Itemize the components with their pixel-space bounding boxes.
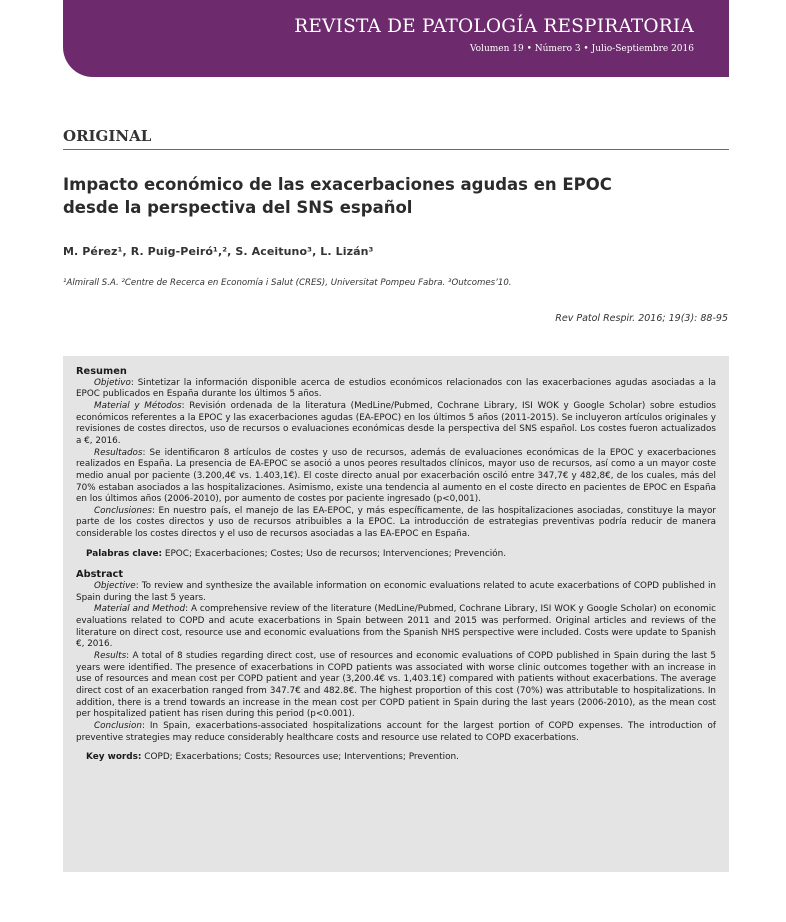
section-label-text: Material and Method — [94, 604, 186, 615]
section-label-text: Conclusiones — [94, 505, 152, 516]
spacer — [76, 560, 716, 569]
palabras-clave — [86, 549, 716, 561]
resumen-heading: Resumen — [76, 366, 127, 377]
abstract-results — [76, 651, 716, 721]
section-divider — [63, 149, 729, 150]
section-label-text: Conclusion — [94, 720, 142, 731]
resumen-metodos — [76, 401, 716, 448]
keywords-list: COPD; Exacerbations; Costs; Resources use; Interventions; Prevention. — [141, 752, 459, 763]
section-body: : Revisión ordenada de la literatura (MedLine/Pubmed, Cochrane Library, ISI WOK y Google Scholar) sobre estudios económicos referentes a la EPOC y las exacerbaciones agudas (EA-EPOC) en los últimos 5 años (2011-2015). Se incluyeron artículos originales y revisiones de costes directos, uso de recursos o evaluaciones económicas desde la perspectiva del SNS español. Los costes fueron actualizados a €, 2016. — [76, 400, 716, 446]
section-body: : En nuestro país, el manejo de las EA-EPOC, y más específicamente, de las hospitalizaciones asociadas, constituye la mayor parte de los costes directos y uso de recursos atribuibles a la EPOC. La introducción de estrategias preventivas podría reducir de manera considerable los costes directos y el uso de recursos asociadas a las EA-EPOC en España. — [76, 505, 716, 540]
section-body: : In Spain, exacerbations-associated hospitalizations account for the largest portion of COPD expenses. The introduction of preventive strategies may reduce considerably healthcare costs and resource use related to COPD exacerbations. — [76, 720, 716, 743]
section-label-text: Objetivo — [94, 377, 131, 388]
section-body: : A comprehensive review of the literature (MedLine/Pubmed, Cochrane Library, ISI WOK y Google Scholar) on economic evaluations related to COPD and acute exacerbations in Spain between 2011 and 2015 was performed. Original articles and reviews of the literature on direct cost, resource use and economic evaluations from the Spanish NHS perspective were included. Costs were update to Spanish €, 2016. — [76, 604, 716, 650]
keywords-label: Palabras clave: — [86, 548, 163, 559]
abstract-method — [76, 604, 716, 651]
authors: M. Pérez¹, R. Puig-Peiró¹,², S. Aceituno³, L. Lizán³ — [63, 245, 374, 258]
keywords-list: EPOC; Exacerbaciones; Costes; Uso de recursos; Intervenciones; Prevención. — [162, 548, 507, 559]
affiliations: ¹Almirall S.A. ²Centre de Recerca en Economía i Salut (CRES), Universitat Pompeu Fabra. ³Outcomes’10. — [63, 278, 512, 288]
resumen-objetivo — [76, 378, 716, 401]
journal-title: REVISTA DE PATOLOGÍA RESPIRATORIA — [294, 16, 694, 37]
section-body: : Sintetizar la información disponible acerca de estudios económicos relacionados con las exacerbaciones agudas asociadas a la EPOC publicados en España durante los últimos 5 años. — [76, 377, 716, 400]
article-title-line-1: Impacto económico de las exacerbaciones agudas en EPOC — [63, 175, 612, 194]
article-title — [63, 173, 703, 219]
resumen-conclusiones — [76, 506, 716, 541]
section-label-text: Resultados — [94, 447, 143, 458]
section-body: : Se identificaron 8 artículos de costes y uso de recursos, además de evaluaciones económicas de la EPOC y exacerbaciones realizados en España. La presencia de EA-EPOC se asoció a unos peores resultados clínicos, mayor uso de recursos, así como a un mayor coste medio anual por paciente (3.200,4€ vs. 1.403,1€). El coste directo anual por exacerbación osciló entre 347,7€ y 482,8€, de los cuales, más del 70% estaban asociados a las hospitalizaciones. Asimismo, existe una tendencia al aumento en el coste directo en pacientes de EPOC en España en los últimos años (2006-2010), por aumento de costes por paciente ingresado (p<0,001). — [76, 447, 716, 505]
journal-issue: Volumen 19 • Número 3 • Julio-Septiembre 2016 — [469, 44, 694, 54]
resumen-resultados — [76, 448, 716, 506]
key-words — [86, 752, 716, 764]
section-label-text: Objective — [94, 580, 136, 591]
section-body: : To review and synthesize the available information on economic evaluations related to acute exacerbations of COPD published in Spain during the last 5 years. — [76, 580, 716, 603]
abstract-box — [63, 356, 729, 872]
abstract-conclusion — [76, 721, 716, 744]
section-body: : A total of 8 studies regarding direct cost, use of resources and economic evaluations of COPD published in Spain during the last 5 years were identified. The presence of exacerbations in COPD patients was associated with worse clinic outcomes together with an increase in use of resources and mean cost per COPD patient and year (3,200.4€ vs. 1,403.1€) compared with patients without exacerbations. The average direct cost of an exacerbation ranged from 347.7€ and 482.8€. The highest proportion of this cost (70%) was attributable to hospitalizations. In addition, there is a trend towards an increase in the mean cost per COPD patient in Spain during the last years (2006-2010), as the mean cost per hospitalized patient has risen during this period (p<0.001). — [76, 650, 716, 720]
citation: Rev Patol Respir. 2016; 19(3): 88-95 — [555, 313, 728, 324]
abstract-heading: Abstract — [76, 569, 124, 581]
article-title-line-2: desde la perspectiva del SNS español — [63, 198, 413, 217]
section-label-text: Results — [94, 650, 127, 661]
section-label-text: Material y Métodos — [94, 400, 182, 411]
abstract-objective — [76, 581, 716, 604]
journal-banner — [63, 0, 729, 77]
section-label: ORIGINAL — [63, 127, 152, 145]
keywords-label: Key words: — [86, 752, 142, 763]
